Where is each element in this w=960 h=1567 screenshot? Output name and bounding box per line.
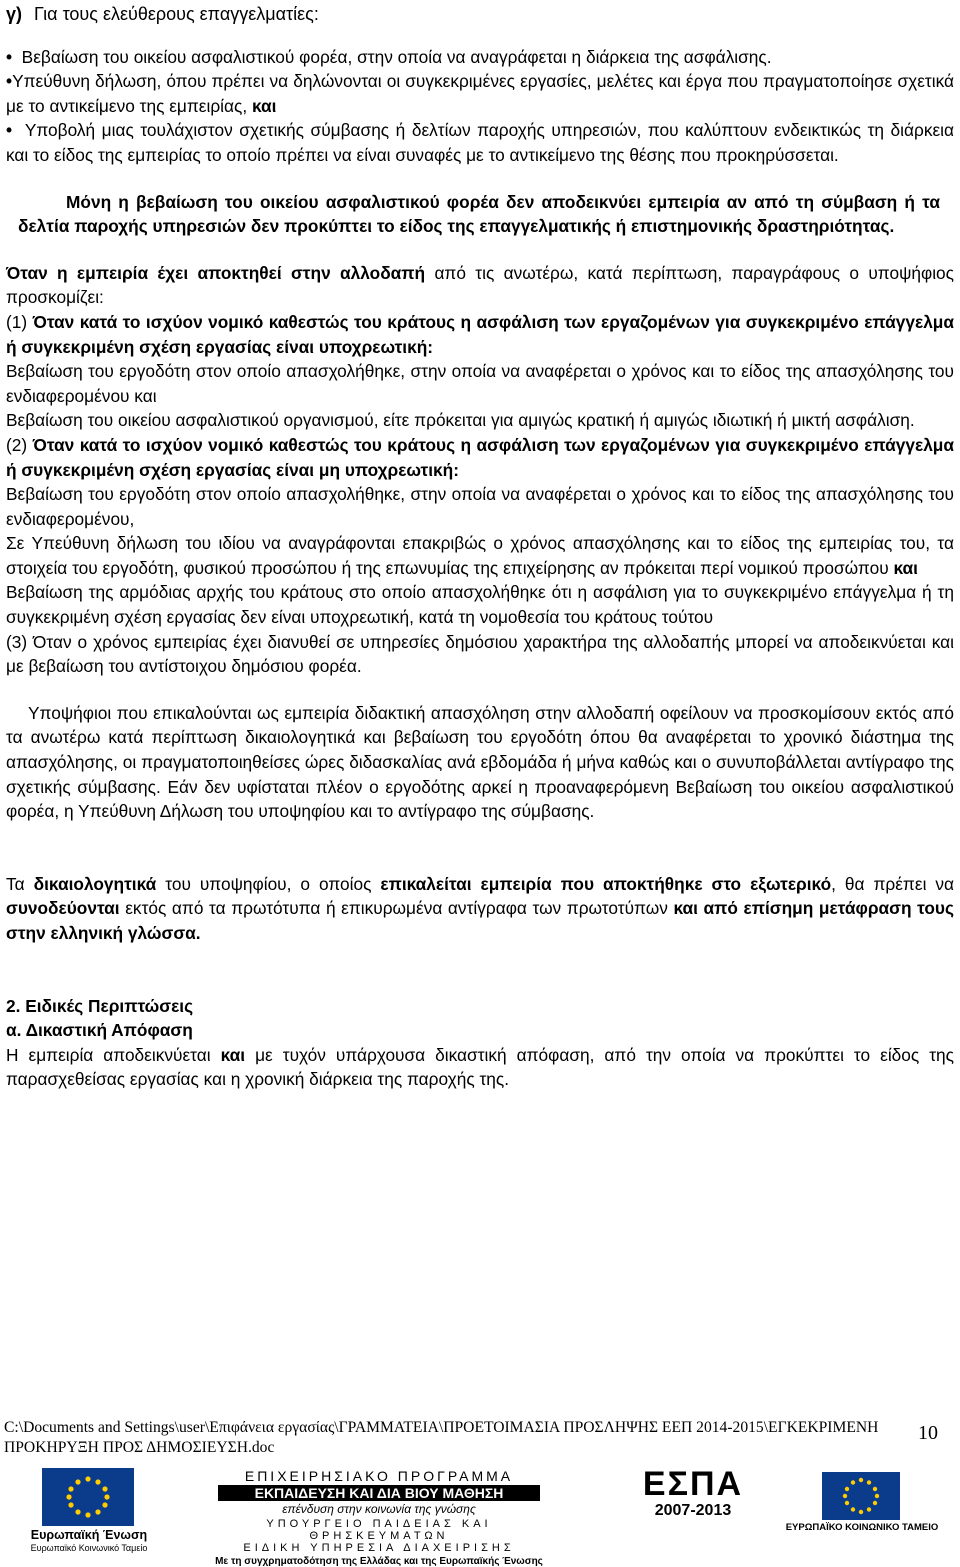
abroad-case-3: (3) Όταν ο χρόνος εμπειρίας έχει διανυθεί σε υπηρεσίες δημόσιου χαρακτήρα της αλλοδαπής μπορεί να αποδεικνύεται και με βεβαίωση του αντίστοιχου δημόσιου φορέα. — [6, 631, 954, 677]
esf-flag-icon — [822, 1472, 900, 1520]
abroad-case-1-heading: (1) Όταν κατά το ισχύον νομικό καθεστώς του κράτους η ασφάλιση των εργαζομένων για συγκεκριμένο επάγγελμα ή συγκεκριμένη σχέση εργασίας είναι υποχρεωτική: — [6, 311, 954, 357]
esf-logo — [764, 1472, 960, 1532]
bullet-marker: • — [6, 120, 13, 141]
eu-logo — [28, 1468, 150, 1554]
court-decision-heading: α. Δικαστική Απόφαση — [6, 1020, 193, 1041]
teaching-paragraph: Υποψήφιοι που επικαλούνται ως εμπειρία διδακτική απασχόληση στην αλλοδαπή οφείλουν να προσκομίσουν εκτός από τα ανωτέρω κατά περίπτωση δικαιολογητικά και βεβαίωση του εργοδότη όπου θα αναφέρεται το χρονικό διάστημα της απασχόλησης, οι πραγματοποιηθείσες ώρες διδασκαλίας ανά εβδομάδα ή μήνα καθώς και ο συνυποβάλλεται αντίγραφο της σχετικής σύμβασης. Εάν δεν υφίσταται πλέον ο εργοδότης αρκεί η προαναφερόμενη Βεβαίωση του οικείου ασφαλιστικού φορέα, η Υπεύθυνη Δήλωση του υποψηφίου και το αντίγραφο της σύμβασης. — [6, 702, 954, 822]
abroad-intro: Όταν η εμπειρία έχει αποκτηθεί στην αλλοδαπή από τις ανωτέρω, κατά περίπτωση, παραγράφους ο υποψήφιος προσκομίζει: — [6, 262, 954, 308]
document-body — [6, 0, 954, 1092]
footer-file-path: C:\Documents and Settings\user\Επιφάνεια εργασίας\ΓΡΑΜΜΑΤΕΙΑ\ΠΡΟΕΤΟΙΜΑΣΙΑ ΠΡΟΣΛΗΨΗΣ ΕΕΠ 2014-2015\ΕΓΚΕΚΡΙΜΕΝΗ ΠΡΟΚΗΡΥΞΗ ΠΡΟΣ ΔΗΜΟΣΙΕΥΣΗ.doc — [4, 1419, 879, 1456]
bullet-marker: • — [6, 71, 13, 92]
bullet-responsible-declaration: •Υπεύθυνη δήλωση, όπου πρέπει να δηλώνονται οι συγκεκριμένες εργασίες, μελέτες και έργα που πραγματοποίησε σχετικά με το αντικείμενο της εμπειρίας, και — [6, 71, 954, 116]
documents-paragraph: Τα δικαιολογητικά του υποψηφίου, ο οποίος επικαλείται εμπειρία που αποκτήθηκε στο εξωτερικό, θα πρέπει να συνοδεύονται εκτός από τα πρωτότυπα ή επικυρωμένα αντίγραφα των πρωτοτύπων και από επίσημη μετάφραση τους στην ελληνική γλώσσα. — [6, 873, 955, 943]
section-g-heading — [6, 2, 954, 27]
esf-caption: ΕΥΡΩΠΑΪΚΟ ΚΟΙΝΩΝΙΚΟ ΤΑΜΕΙΟ — [785, 1522, 939, 1533]
bullet-contract-submission: • Υποβολή μιας τουλάχιστον σχετικής σύμβασης ή δελτίων παροχής υπηρεσιών, που καλύπτουν ενδεικτικώς τη διάρκεια και το είδος της εμπειρίας το οποίο πρέπει να είναι συναφές με το αντικείμενο της θέσης που προκηρύσσεται. — [6, 120, 955, 165]
abroad-case-2-declaration: Σε Υπεύθυνη δήλωση του ιδίου να αναγράφονται επακριβώς ο χρόνος απασχόλησης και το είδος της εμπειρίας του, τα στοιχεία του εργοδότη, φυσικού προσώπου ή της επωνυμίας της επιχείρησης αν πρόκειται περί νομικού προσώπου και — [6, 533, 954, 578]
eu-subcaption: Ευρωπαϊκό Κοινωνικό Ταμείο — [30, 1543, 148, 1553]
special-cases-heading: 2. Ειδικές Περιπτώσεις — [6, 995, 194, 1016]
funding-logos-bar — [0, 1465, 960, 1567]
eu-caption: Ευρωπαϊκή Ένωση — [30, 1528, 148, 1542]
page-number: 10 — [918, 1422, 938, 1444]
court-decision-paragraph: Η εμπειρία αποδεικνύεται και με τυχόν υπάρχουσα δικαστική απόφαση, από την οποία να προκύπτει το είδος της παρασχεθείσας εργασίας και η χρονική διάρκεια της παροχής της. — [6, 1044, 954, 1090]
section-g-label: γ) — [6, 4, 23, 24]
eu-flag-icon — [42, 1468, 134, 1526]
section-g-title: Για τους ελεύθερους επαγγελματίες: — [34, 4, 319, 24]
note-bold-paragraph: Μόνη η βεβαίωση του οικείου ασφαλιστικού φορέα δεν αποδεικνύει εμπειρία αν από τη σύμβαση ή τα δελτία παροχής υπηρεσιών δεν προκύπτει το είδος της επαγγελματικής ή επιστημονικής δραστηριότητας. — [18, 191, 940, 237]
operational-programme-logo: ΕΠΙΧΕΙΡΗΣΙΑΚΟ ΠΡΟΓΡΑΜΜΑ ΕΚΠΑΙΔΕΥΣΗ ΚΑΙ ΔΙΑ ΒΙΟΥ ΜΑΘΗΣΗ επένδυση στην κοινωνία της γνώσης ΥΠΟΥΡΓΕΙΟ ΠΑΙΔΕΙΑΣ ΚΑΙ ΘΡΗΣΚΕΥΜΑΤΩΝ ΕΙΔΙΚΗ ΥΠΗΡΕΣΙΑ ΔΙΑΧΕΙΡΙΣΗΣ Με τη συγχρηματοδότηση της Ελλάδας και της Ευρωπαϊκής Ένωσης — [215, 1468, 543, 1567]
abroad-case-2-heading: (2) Όταν κατά το ισχύον νομικό καθεστώς του κράτους η ασφάλιση των εργαζομένων για συγκεκριμένο επάγγελμα ή συγκεκριμένη σχέση εργασίας είναι μη υποχρεωτική: — [6, 434, 954, 480]
bullet-insurance-certificate: • Βεβαίωση του οικείου ασφαλιστικού φορέα, στην οποία να αναγράφεται η διάρκεια της ασφάλισης. — [6, 46, 772, 67]
abroad-case-2-authority: Βεβαίωση της αρμόδιας αρχής του κράτους στο οποίο απασχολήθηκε ότι η ασφάλιση για το συγκεκριμένο επάγγελμα ή τη συγκεκριμένη σχέση εργασίας δεν είναι υποχρεωτική, κατά τη νομοθεσία του κράτους τούτου — [6, 582, 954, 628]
abroad-case-2-employer: Βεβαίωση του εργοδότη στον οποίο απασχολήθηκε, στην οποία να αναφέρεται ο χρόνος και το είδος της απασχόλησης του ενδιαφερομένου, — [6, 484, 954, 529]
bullet-marker: • — [6, 46, 13, 67]
abroad-case-1-insurance: Βεβαίωση του οικείου ασφαλιστικού οργανισμού, είτε πρόκειται για αμιγώς κρατική ή αμιγώς ιδιωτική ή μικτή ασφάλιση. — [6, 410, 915, 431]
espa-logo: ΕΣΠΑ 2007-2013 — [642, 1465, 744, 1519]
abroad-case-1-employer: Βεβαίωση του εργοδότη στον οποίο απασχολήθηκε, στην οποία να αναφέρεται ο χρόνος και το είδος της απασχόλησης του ενδιαφερομένου και — [6, 361, 954, 406]
